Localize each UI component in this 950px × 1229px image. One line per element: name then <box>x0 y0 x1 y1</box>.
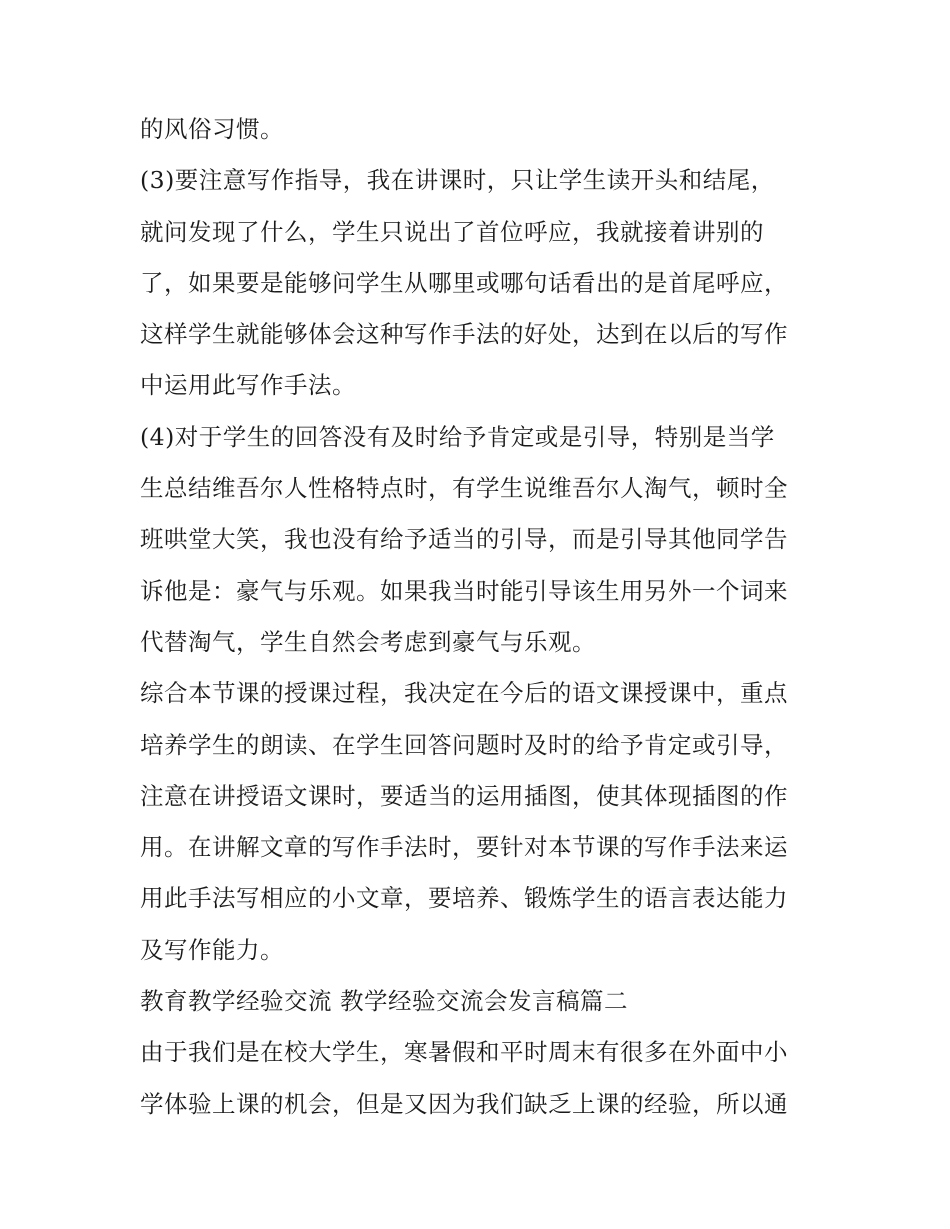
text-line: 及写作能力。 <box>140 935 284 964</box>
text-line: 中运用此写作手法。 <box>140 371 356 400</box>
text-line: 用。在讲解文章的写作手法时，要针对本节课的写作手法来运 <box>140 833 788 862</box>
text-line: 了，如果要是能够问学生从哪里或哪句话看出的是首尾呼应， <box>140 268 788 297</box>
text-line: 培养学生的朗读、在学生回答问题时及时的给予肯定或引导， <box>140 730 788 759</box>
document-body <box>140 104 820 1130</box>
text-line: 班哄堂大笑，我也没有给予适当的引导，而是引导其他同学告 <box>140 525 788 554</box>
text-line: 代替淘气，学生自然会考虑到豪气与乐观。 <box>140 627 596 656</box>
text-line: 生总结维吾尔人性格特点时，有学生说维吾尔人淘气，顿时全 <box>140 474 788 503</box>
text-line: 用此手法写相应的小文章，要培养、锻炼学生的语言表达能力 <box>140 884 788 913</box>
text-line: 诉他是：豪气与乐观。如果我当时能引导该生用另外一个词来 <box>140 576 788 605</box>
text-line: (3)要注意写作指导，我在讲课时，只让学生读开头和结尾， <box>140 166 775 195</box>
text-line: 由于我们是在校大学生，寒暑假和平时周末有很多在外面中小 <box>140 1038 788 1067</box>
text-line: 这样学生就能够体会这种写作手法的好处，达到在以后的写作 <box>140 320 788 349</box>
text-line: (4)对于学生的回答没有及时给予肯定或是引导，特别是当学 <box>140 422 775 451</box>
text-line: 学体验上课的机会，但是又因为我们缺乏上课的经验，所以通 <box>140 1089 788 1118</box>
text-line: 综合本节课的授课过程，我决定在今后的语文课授课中，重点 <box>140 679 788 708</box>
text-line: 就问发现了什么，学生只说出了首位呼应，我就接着讲别的 <box>140 217 764 246</box>
text-line: 注意在讲授语文课时，要适当的运用插图，使其体现插图的作 <box>140 781 788 810</box>
text-line: 的风俗习惯。 <box>140 115 284 143</box>
section-heading: 教育教学经验交流 教学经验交流会发言稿篇二 <box>140 987 628 1016</box>
